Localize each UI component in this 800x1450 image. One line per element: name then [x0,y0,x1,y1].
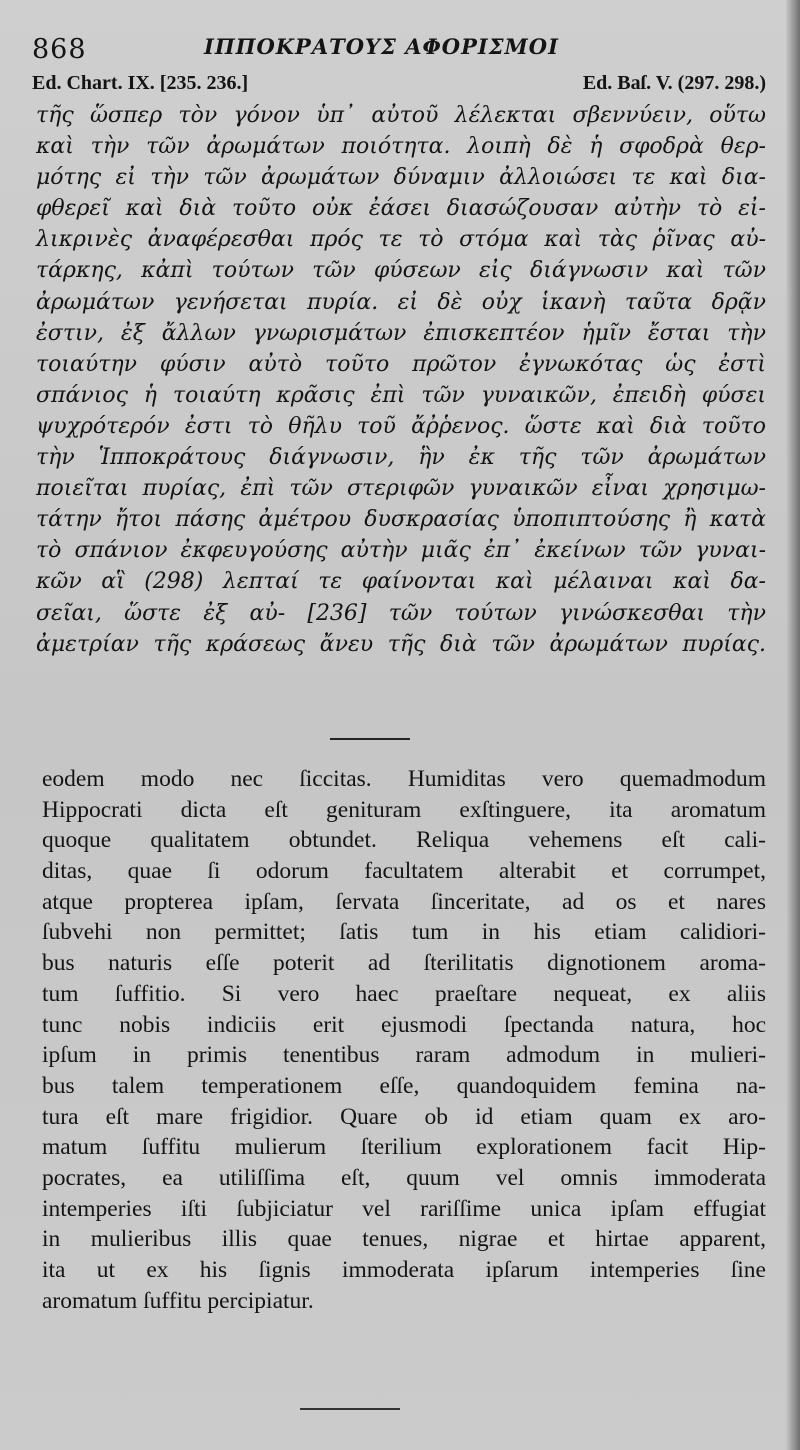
greek-line: σεῖαι, ὥστε ἐξ αὐ- [236] τῶν τούτων γινώσκεσθαι τὴν [36,600,766,626]
page-number: 868 [32,34,87,65]
latin-line: ſubvehi non permittet; ſatis tum in his etiam calidiori- [42,919,766,946]
greek-line: τῆς ὥσπερ τὸν γόνον ὑπ᾽ αὐτοῦ λέλεκται σβεννύειν, οὕτω [36,103,766,128]
latin-line: atque propterea ipſam, ſervata ſinceritate, ad os et nares [42,888,766,915]
greek-line: ποιεῖται πυρίας, ἐπὶ τῶν στεριφῶν γυναικῶν εἶναι χρησιμω- [36,476,766,502]
latin-line: ita ut ex his ſignis immoderata ipſarum intemperies ſine [42,1257,766,1283]
greek-text-block [36,100,766,660]
latin-line: tura eſt mare frigidior. Quare ob id etiam quam ex aro- [42,1103,766,1130]
latin-line: tunc nobis indiciis erit ejusmodi ſpectanda natura, hoc [42,1011,766,1038]
running-title: ΙΠΠΟΚΡΑΤΟΥΣ ΑΦΟΡΙΣΜΟΙ [204,34,559,59]
greek-line: τάτην ἤτοι πάσης ἀμέτρου δυσκρασίας ὑποπιπτούσης ἢ κατὰ [36,507,766,533]
greek-line: καὶ τὴν τῶν ἀρωμάτων ποιότητα. λοιπὴ δὲ ἡ σφοδρὰ θερ- [36,134,766,160]
edition-basel-reference: Ed. Baſ. V. (297. 298.) [582,72,766,94]
greek-line: ἐστιν, ἐξ ἄλλων γνωρισμάτων ἐπισκεπτέον ἡμῖν ἔσται τὴν [36,320,766,346]
edition-references [32,72,772,98]
latin-line: quoque qualitatem obtundet. Reliqua vehemens eſt cali- [42,827,766,854]
greek-line: κῶν αἳ (298) λεπταί τε φαίνονται καὶ μέλαιναι καὶ δα- [36,569,766,595]
latin-line: aromatum ſuffitu percipiatur. [42,1287,314,1314]
latin-line: Hippocrati dicta eſt genituram exſtinguere, ita aromatum [42,796,766,823]
greek-line: ἀρωμάτων γενήσεται πυρία. εἰ δὲ οὐχ ἱκανὴ ταῦτα δρᾷν [36,289,766,315]
latin-line: eodem modo nec ſiccitas. Humiditas vero quemadmodum [42,766,766,792]
latin-line: in mulieribus illis quae tenues, nigrae et hirtae apparent, [42,1226,766,1253]
greek-line: τοιαύτην φύσιν αὐτὸ τοῦτο πρῶτον ἐγνωκότας ὡς ἐστὶ [36,351,766,377]
latin-line: ditas, quae ſi odorum facultatem alterabit et corrumpet, [42,858,766,885]
greek-line: τὴν Ἱπποκράτους διάγνωσιν, ἣν ἐκ τῆς τῶν ἀρωμάτων [36,445,766,471]
greek-line: τάρκης, κἀπὶ τούτων τῶν φύσεων εἰς διάγνωσιν καὶ τῶν [36,258,766,284]
latin-text-block [42,764,766,1316]
latin-line: tum ſuffitio. Si vero haec praeſtare nequeat, ex aliis [42,980,766,1007]
footer-divider [300,1408,400,1410]
greek-line: λικρινὲς ἀναφέρεσθαι πρός τε τὸ στόμα καὶ τὰς ῥῖνας αὐ- [36,227,766,253]
section-divider [330,738,410,740]
greek-line: σπάνιος ἡ τοιαύτη κρᾶσις ἐπὶ τῶν γυναικῶν, ἐπειδὴ φύσει [36,382,766,408]
latin-line: bus talem temperationem eſſe, quandoquidem femina na- [42,1072,766,1099]
latin-line: bus naturis eſſe poterit ad ſterilitatis dignotionem aroma- [42,950,766,977]
greek-line: ἀμετρίαν τῆς κράσεως ἄνευ τῆς διὰ τῶν ἀρωμάτων πυρίας. [36,631,766,657]
greek-line: μότης εἰ τὴν τῶν ἀρωμάτων δύναμιν ἀλλοιώσει τε καὶ δια- [36,165,766,191]
latin-line: matum ſuffitu mulierum ſterilium explorationem facit Hip- [42,1134,766,1161]
page-edge-shadow [786,0,800,1450]
greek-line: τὸ σπάνιον ἐκφευγούσης αὐτὴν μιᾶς ἐπ᾽ ἐκείνων τῶν γυναι- [36,538,766,564]
page-header [32,30,772,70]
greek-line: ψυχρότερόν ἐστι τὸ θῆλυ τοῦ ἄῤῥενος. ὥστε καὶ διὰ τοῦτο [36,413,766,439]
latin-line: pocrates, ea utiliſſima eſt, quum vel omnis immoderata [42,1164,766,1191]
latin-line: ipſum in primis tenentibus raram admodum in mulieri- [42,1042,766,1069]
greek-line: φθερεῖ καὶ διὰ τοῦτο οὐκ ἐάσει διασώζουσαν αὐτὴν τὸ εἰ- [36,196,766,222]
latin-line: intemperies iſti ſubjiciatur vel rariſſime unica ipſam effugiat [42,1195,766,1222]
edition-chartier-reference: Ed. Chart. IX. [235. 236.] [32,72,249,94]
